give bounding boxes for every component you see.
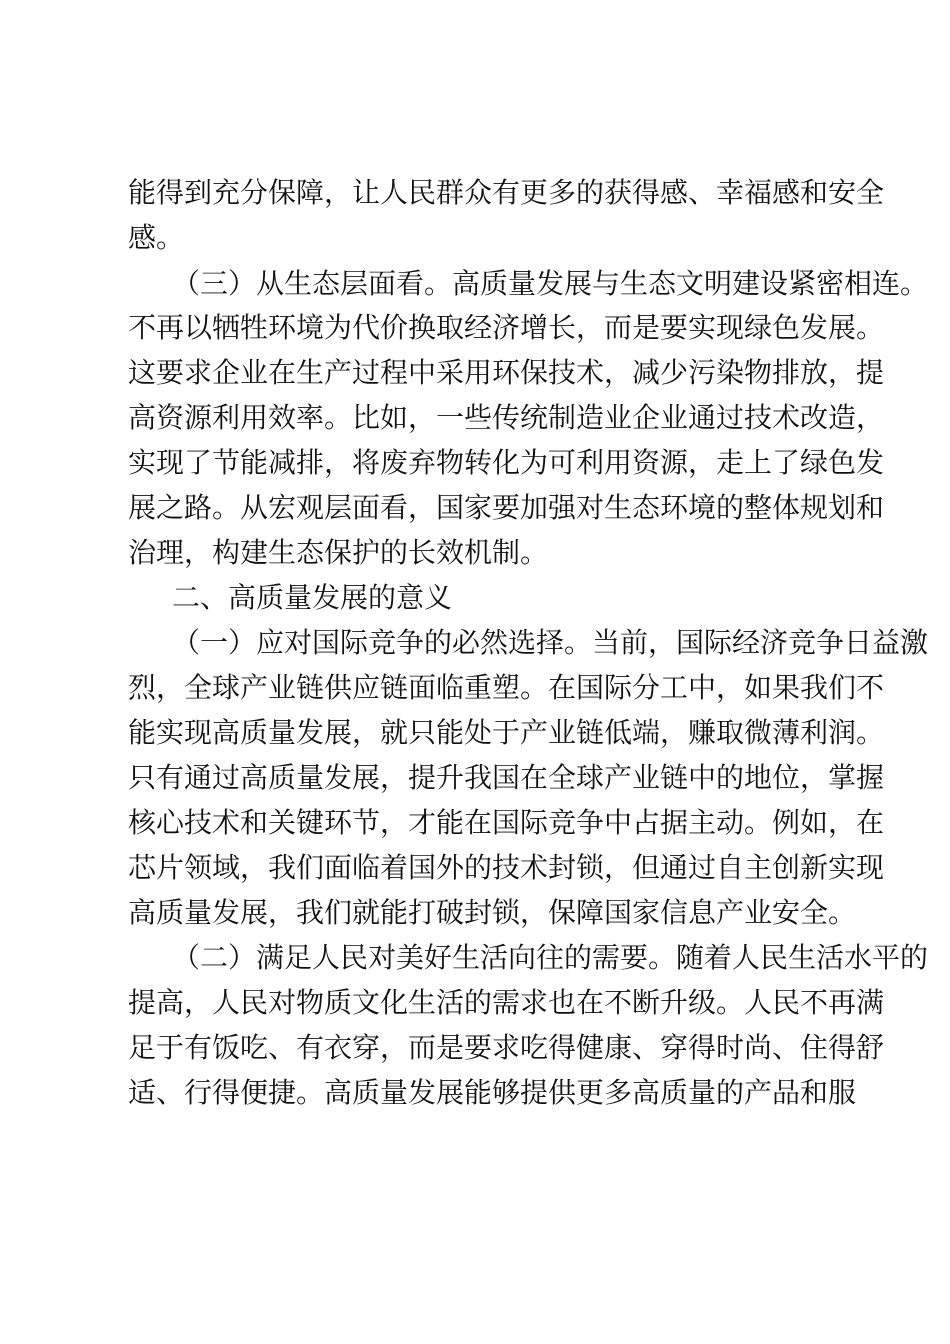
text-line: 芯片领域，我们面临着国外的技术封锁，但通过自主创新实现 [128,851,885,884]
text-line: 治理，构建生态保护的长效机制。 [128,536,549,569]
section-heading: 二、高质量发展的意义 [172,581,453,614]
paragraph-first-line: （二）满足人民对美好生活向往的需要。随着人民生活水平的 [172,941,929,974]
text-line: 展之路。从宏观层面看，国家要加强对生态环境的整体规划和 [128,491,885,524]
text-line: 只有通过高质量发展，提升我国在全球产业链中的地位，掌握 [128,761,885,794]
paragraph-first-line: （一）应对国际竞争的必然选择。当前，国际经济竞争日益激 [172,626,929,659]
text-line: 烈，全球产业链供应链面临重塑。在国际分工中，如果我们不 [128,671,885,704]
text-line: 足于有饭吃、有衣穿，而是要求吃得健康、穿得时尚、住得舒 [128,1031,885,1064]
text-line: 实现了节能减排，将废弃物转化为可利用资源，走上了绿色发 [128,446,885,479]
text-line: 核心技术和关键环节，才能在国际竞争中占据主动。例如，在 [128,806,885,839]
text-line: 不再以牺牲环境为代价换取经济增长，而是要实现绿色发展。 [128,311,885,344]
text-line: 提高，人民对物质文化生活的需求也在不断升级。人民不再满 [128,986,885,1019]
text-line: 高资源利用效率。比如，一些传统制造业企业通过技术改造， [128,401,885,434]
text-line: 高质量发展，我们就能打破封锁，保障国家信息产业安全。 [128,896,857,929]
text-line: 能得到充分保障，让人民群众有更多的获得感、幸福感和安全 [128,176,885,209]
text-line: 能实现高质量发展，就只能处于产业链低端，赚取微薄利润。 [128,716,885,749]
text-line: 这要求企业在生产过程中采用环保技术，减少污染物排放，提 [128,356,885,389]
text-line: 感。 [128,221,185,254]
text-line: 适、行得便捷。高质量发展能够提供更多高质量的产品和服 [128,1076,857,1109]
paragraph-first-line: （三）从生态层面看。高质量发展与生态文明建设紧密相连。 [172,267,929,300]
